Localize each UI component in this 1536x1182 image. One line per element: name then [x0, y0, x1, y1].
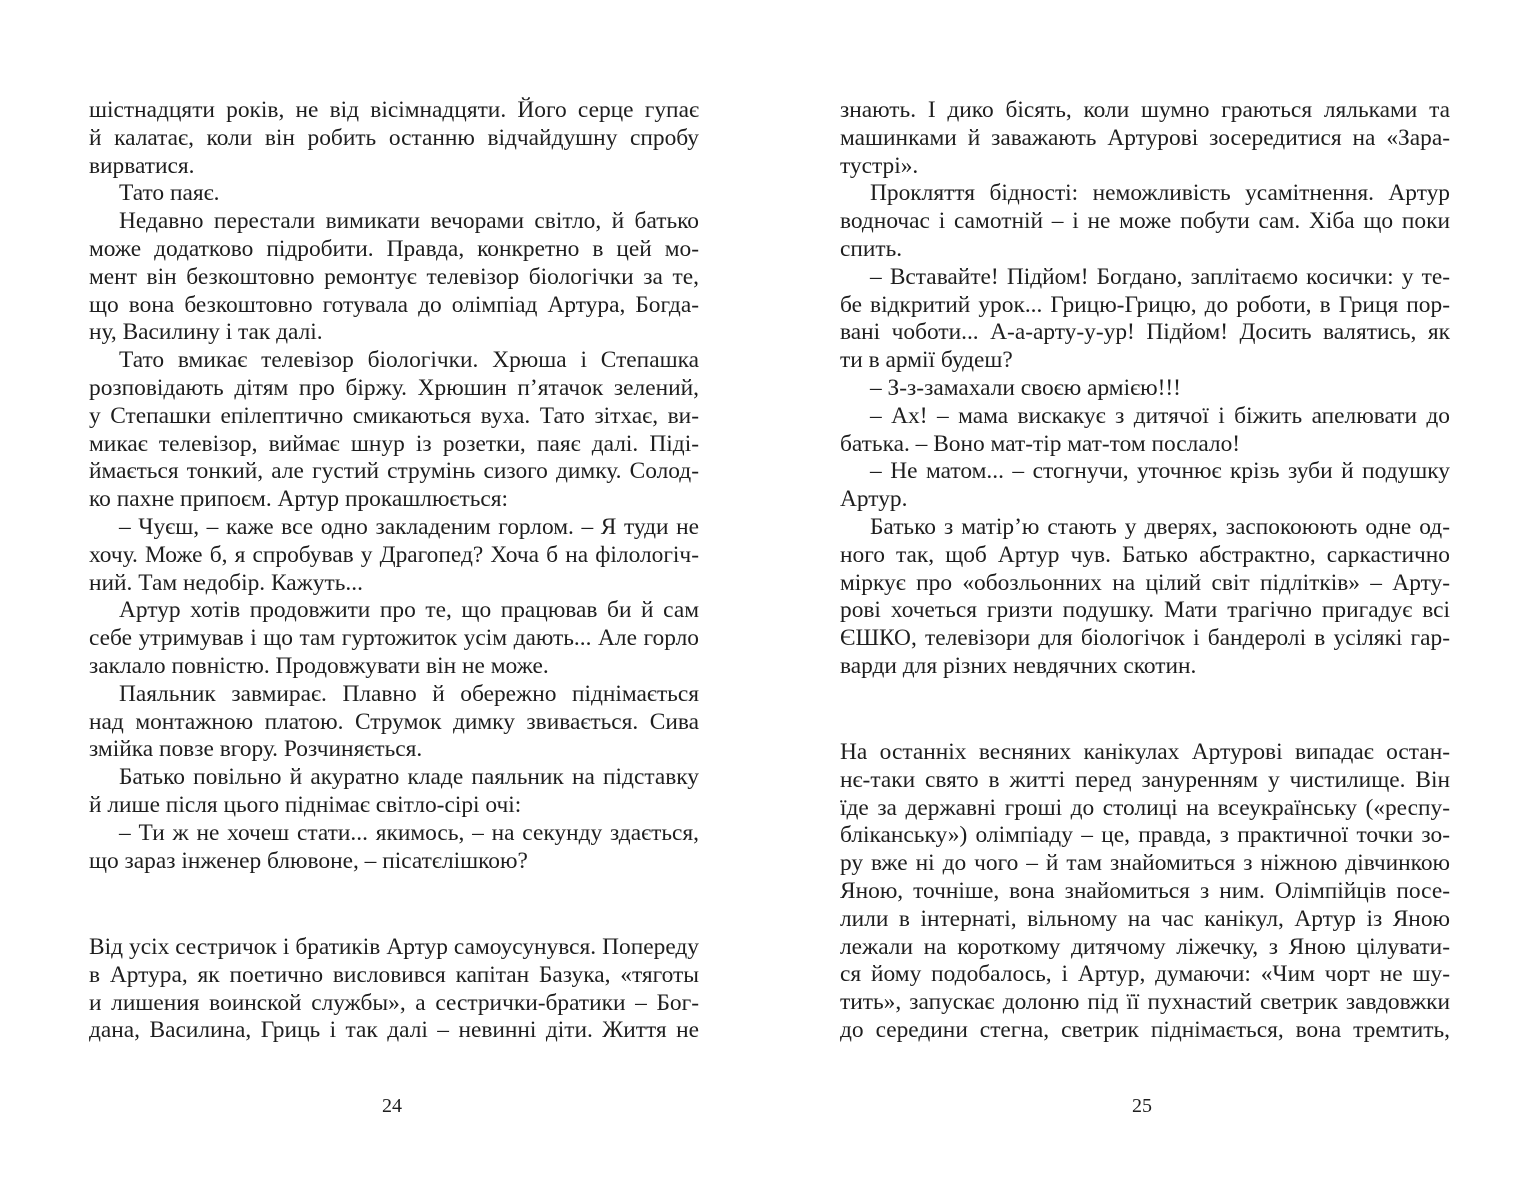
- text-line: Батько з матір’ю стають у дверях, заспокоюють одне од-: [870, 513, 1450, 540]
- text-line: Яною, точніше, вона знайомиться з ним. Олімпійців посе-: [840, 877, 1450, 904]
- text-line: хочу. Може б, я спробував у Драгопед? Хоча б на філологіч-: [89, 541, 699, 568]
- text-line: машинками й заважають Артурові зосередитися на «Зара-: [840, 124, 1450, 151]
- text-line: микає телевізор, виймає шнур із розетки, паяє далі. Піді-: [89, 430, 699, 457]
- text-line: – Не матом... – стогнучи, уточнює крізь зуби й подушку: [870, 458, 1450, 485]
- text-line: и лишения воинской службы», а сестрички-братики – Бог-: [89, 989, 699, 1016]
- text-line: бе відкритий урок... Грицю-Грицю, до роботи, в Гриця пор-: [840, 291, 1450, 318]
- right-section-2: [840, 739, 1450, 1045]
- right-section-1: [840, 97, 1450, 681]
- text-line: ти в армії будеш?: [840, 347, 1013, 374]
- text-line: Від усіх сестричок і братиків Артур самоусунувся. Попереду: [89, 934, 699, 960]
- text-line: й калатає, коли він робить останню відчайдушну спробу: [89, 124, 699, 151]
- text-line: водночас і самотній – і не може побути сам. Хіба що поки: [840, 208, 1450, 235]
- left-section-2: [89, 934, 699, 1045]
- text-line: варди для різних невдячних скотин.: [840, 652, 1197, 679]
- text-line: нє-таки свято в житті перед зануренням у чистилище. Він: [840, 766, 1450, 793]
- text-line: ного так, щоб Артур чув. Батько абстрактно, саркастично: [840, 541, 1450, 568]
- text-line: й лише після цього піднімає світло-сірі очі:: [89, 791, 522, 818]
- text-line: до середини стегна, светрик піднімається, вона тремтить,: [840, 1016, 1450, 1043]
- text-line: вані чоботи... А-а-арту-у-ур! Підйом! Досить валятись, як: [840, 319, 1450, 346]
- text-line: – Ти ж не хочеш стати... якимось, – на секунду здається,: [119, 819, 699, 846]
- text-line: спить.: [840, 235, 903, 262]
- text-line: у Степашки епілептично смикаються вуха. Тато зітхає, ви-: [89, 402, 699, 429]
- text-line: батька. – Воно мат-тір мат-том послало!: [840, 430, 1241, 457]
- text-line: шістнадцяти років, не від вісімнадцяти. Його серце гупає: [89, 97, 699, 123]
- right-page: [768, 0, 1536, 1182]
- text-line: Прокляття бідності: неможливість усамітнення. Артур: [870, 180, 1450, 207]
- text-line: знають. І дико бісять, коли шумно граються ляльками та: [840, 97, 1450, 123]
- text-line: ймається тонкий, але густий струмінь сизого димку. Солод-: [89, 458, 699, 485]
- text-line: – Ах! – мама вискакує з дитячої і біжить апелювати до: [870, 402, 1450, 429]
- text-line: вирватися.: [89, 152, 195, 179]
- text-line: лежали на короткому дитячому ліжечку, з Яною цілувати-: [840, 933, 1450, 960]
- text-line: Батько повільно й акуратно кладе паяльник на підставку: [119, 764, 699, 791]
- text-line: що вона безкоштовно готувала до олімпіад Артура, Богда-: [89, 291, 699, 318]
- text-line: ну, Василину і так далі.: [89, 319, 323, 346]
- text-line: їде за державні гроші до столиці на всеукраїнську («респу-: [840, 794, 1450, 821]
- text-line: в Артура, як поетично висловився капітан Базука, «тяготы: [89, 961, 699, 988]
- text-line: Тато паяє.: [119, 180, 220, 207]
- text-line: тить», запускає долоню під її пухнастий светрик завдовжки: [840, 989, 1450, 1016]
- text-line: – Чуєш, – каже все одно закладеним горлом. – Я туди не: [119, 513, 699, 540]
- text-line: міркує про «обозльонних на цілий світ підлітків» – Арту-: [840, 569, 1450, 596]
- text-line: Тато вмикає телевізор біологічки. Хрюша і Степашка: [119, 347, 699, 374]
- text-line: ЄШКО, телевізори для біологічок і бандеролі в усілякі гар-: [840, 625, 1450, 652]
- page-number: 24: [382, 1095, 402, 1117]
- text-line: рові хочеться гризти подушку. Мати трагічно пригадує всі: [840, 597, 1450, 624]
- text-line: розповідають дітям про біржу. Хрюшин п’ятачок зелений,: [89, 374, 699, 401]
- text-line: Паяльник завмирає. Плавно й обережно піднімається: [119, 680, 699, 707]
- text-line: змійка повзе вгору. Розчиняється.: [89, 736, 423, 763]
- text-line: – З-з-замахали своєю армією!!!: [870, 374, 1181, 401]
- text-line: заклало повністю. Продовжувати він не може.: [89, 652, 549, 679]
- text-line: ру вже ні до чого – й там знайомиться з ніжною дівчинкою: [840, 850, 1450, 877]
- text-line: На останніх весняних канікулах Артурові випадає остан-: [840, 739, 1450, 765]
- text-line: лили в інтернаті, вільному на час канікул, Артур із Яною: [840, 905, 1450, 932]
- text-line: ся йому подобалось, і Артур, думаючи: «Чим чорт не шу-: [840, 961, 1450, 988]
- left-section-1: [89, 97, 699, 875]
- text-line: мент він безкоштовно ремонтує телевізор біологічки за те,: [89, 263, 699, 290]
- text-line: над монтажною платою. Струмок димку звивається. Сива: [89, 708, 699, 735]
- text-line: себе утримував і що там гуртожиток усім дають... Але горло: [89, 625, 699, 652]
- text-line: може додатково підробити. Правда, конкретно в цей мо-: [89, 235, 699, 262]
- text-line: що зараз інженер блювоне, – пісатєлішкою?: [89, 847, 528, 874]
- text-line: дана, Василина, Гриць і так далі – невинні діти. Життя не: [89, 1017, 699, 1044]
- text-line: Артур.: [840, 486, 908, 513]
- text-line: бліканську») олімпіаду – це, правда, з практичної точки зо-: [840, 822, 1450, 849]
- text-line: тустрі».: [840, 152, 919, 179]
- page-number: 25: [1132, 1095, 1152, 1117]
- text-line: – Вставайте! Підйом! Богдано, заплітаємо косички: у те-: [870, 263, 1450, 290]
- text-line: Недавно перестали вимикати вечорами світло, й батько: [119, 208, 699, 235]
- text-line: ко пахне припоєм. Артур прокашлюється:: [89, 486, 508, 513]
- text-line: ний. Там недобір. Кажуть...: [89, 569, 363, 596]
- text-line: Артур хотів продовжити про те, що працював би й сам: [119, 597, 699, 624]
